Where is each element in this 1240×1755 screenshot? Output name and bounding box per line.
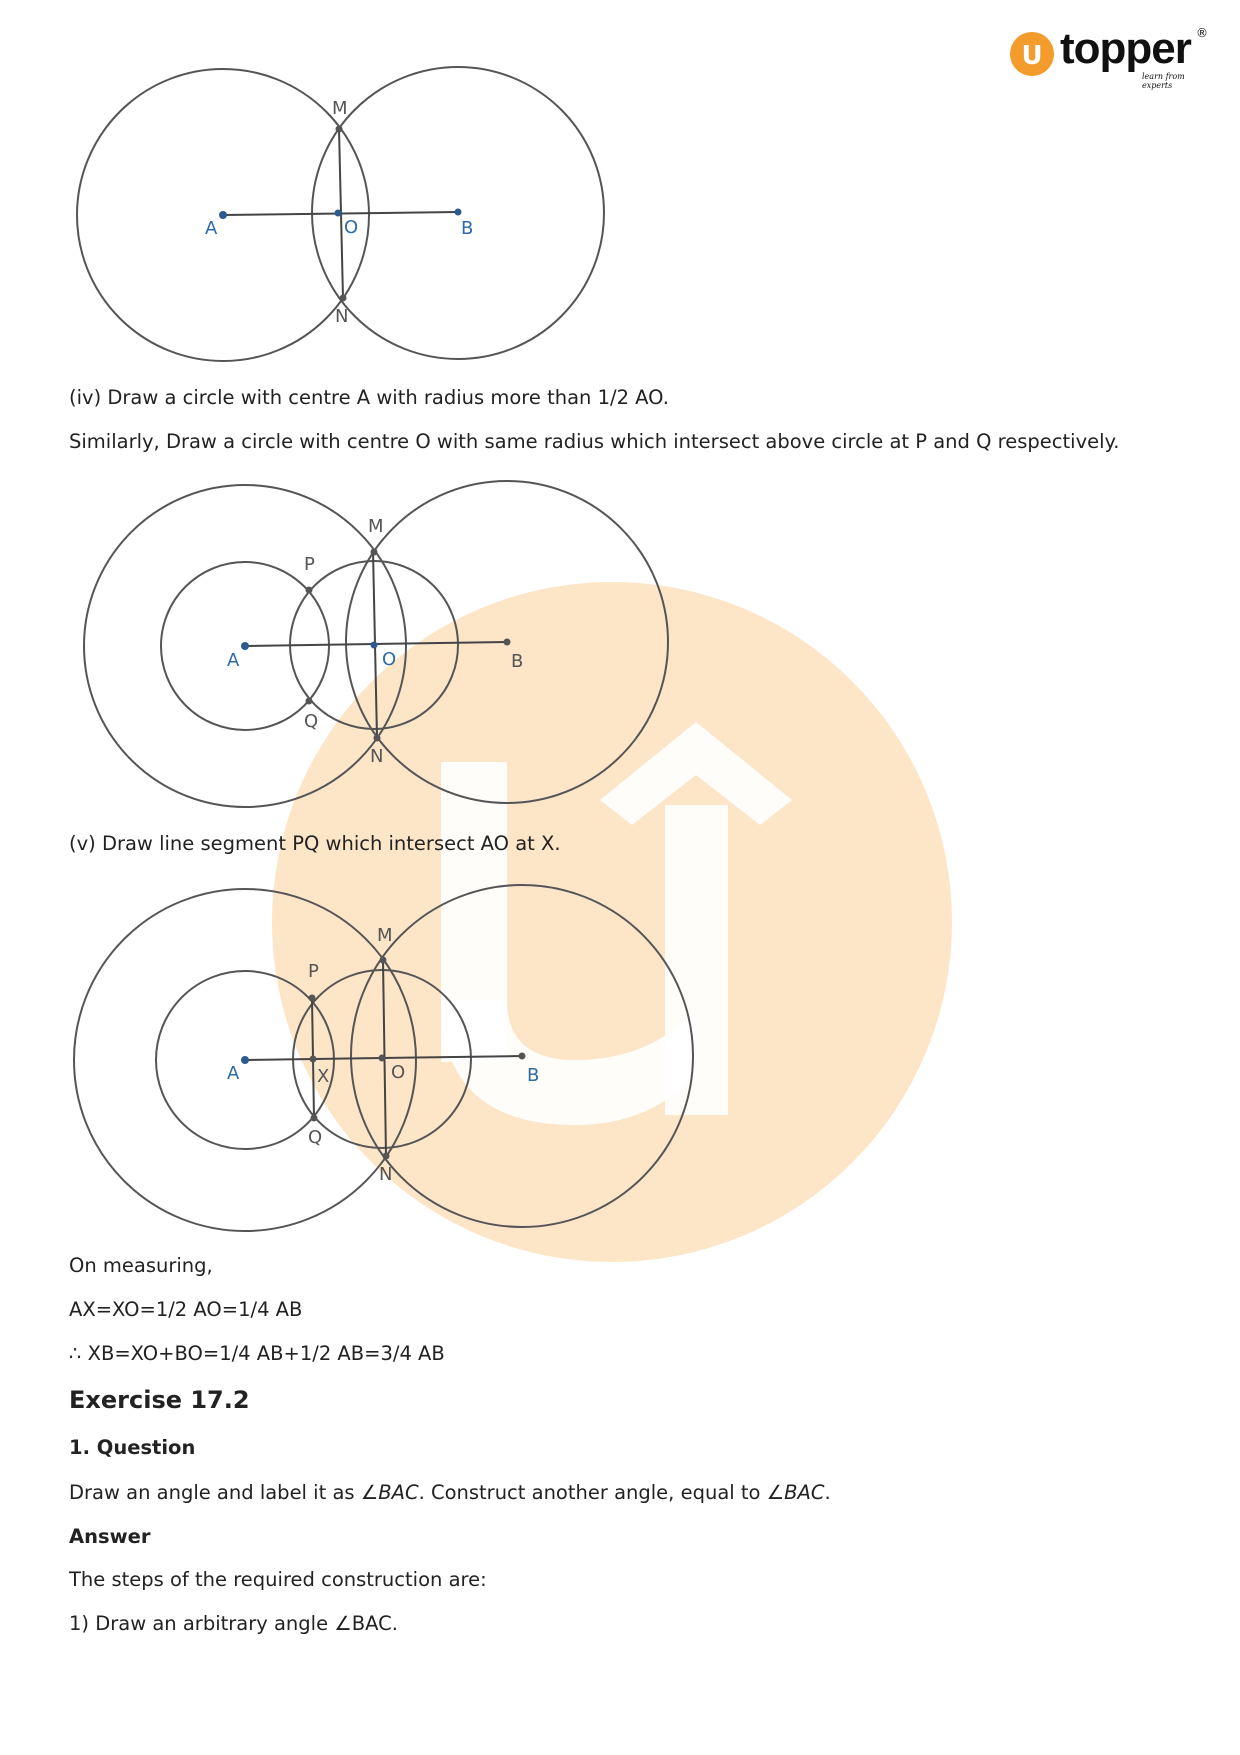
question-mid: . Construct another angle, equal to: [418, 1481, 767, 1504]
label-p: P: [304, 554, 315, 575]
label-p: P: [308, 961, 319, 982]
label-n: N: [335, 306, 349, 327]
exercise-title: Exercise 17.2: [69, 1386, 250, 1414]
question-label: 1. Question: [69, 1436, 196, 1459]
step-5-text: (v) Draw line segment PQ which intersect AO at X.: [69, 832, 561, 855]
brand-logo-letter: U: [1021, 41, 1043, 71]
label-m: M: [332, 98, 348, 119]
label-a: A: [227, 1063, 240, 1084]
figure-3: [0, 875, 720, 1245]
angle-name-2: BAC: [784, 1481, 825, 1504]
label-n: N: [379, 1164, 393, 1185]
step-4-text: (iv) Draw a circle with centre A with radius more than 1/2 AO.: [69, 386, 669, 409]
question-pre: Draw an angle and label it as: [69, 1481, 361, 1504]
label-b: B: [511, 651, 524, 672]
brand-logo: [1008, 24, 1208, 90]
label-m: M: [368, 516, 384, 537]
angle-symbol-2: ∠: [766, 1481, 785, 1504]
answer-step-1: 1) Draw an arbitrary angle ∠BAC.: [69, 1612, 398, 1635]
brand-name: topper: [1060, 24, 1191, 73]
measuring-text: On measuring,: [69, 1254, 213, 1277]
label-o: O: [344, 217, 359, 238]
angle-name-1: BAC: [378, 1481, 419, 1504]
brand-tagline: learn from experts: [1142, 72, 1185, 90]
answer-label: Answer: [69, 1525, 151, 1548]
label-b: B: [461, 218, 474, 239]
answer-intro: The steps of the required construction are:: [69, 1568, 487, 1591]
question-end: .: [824, 1481, 831, 1504]
label-a: A: [205, 218, 218, 239]
label-n: N: [370, 746, 384, 767]
label-q: Q: [308, 1127, 323, 1148]
label-o: O: [382, 649, 397, 670]
label-x: X: [317, 1066, 330, 1087]
angle-symbol-1: ∠: [360, 1481, 379, 1504]
label-o: O: [391, 1062, 406, 1083]
step-4b-text: Similarly, Draw a circle with centre O with same radius which intersect above circle at P and Q respectively.: [69, 430, 1120, 453]
label-m: M: [377, 925, 393, 946]
equation-2: ∴ XB=XO+BO=1/4 AB+1/2 AB=3/4 AB: [69, 1342, 445, 1365]
brand-registered: ®: [1196, 26, 1208, 40]
label-b: B: [527, 1065, 540, 1086]
label-q: Q: [304, 711, 319, 732]
figure-1: [0, 0, 620, 370]
label-a: A: [227, 650, 240, 671]
question-text: [69, 1480, 831, 1506]
equation-1: AX=XO=1/2 AO=1/4 AB: [69, 1298, 303, 1321]
figure-2: [0, 470, 700, 820]
